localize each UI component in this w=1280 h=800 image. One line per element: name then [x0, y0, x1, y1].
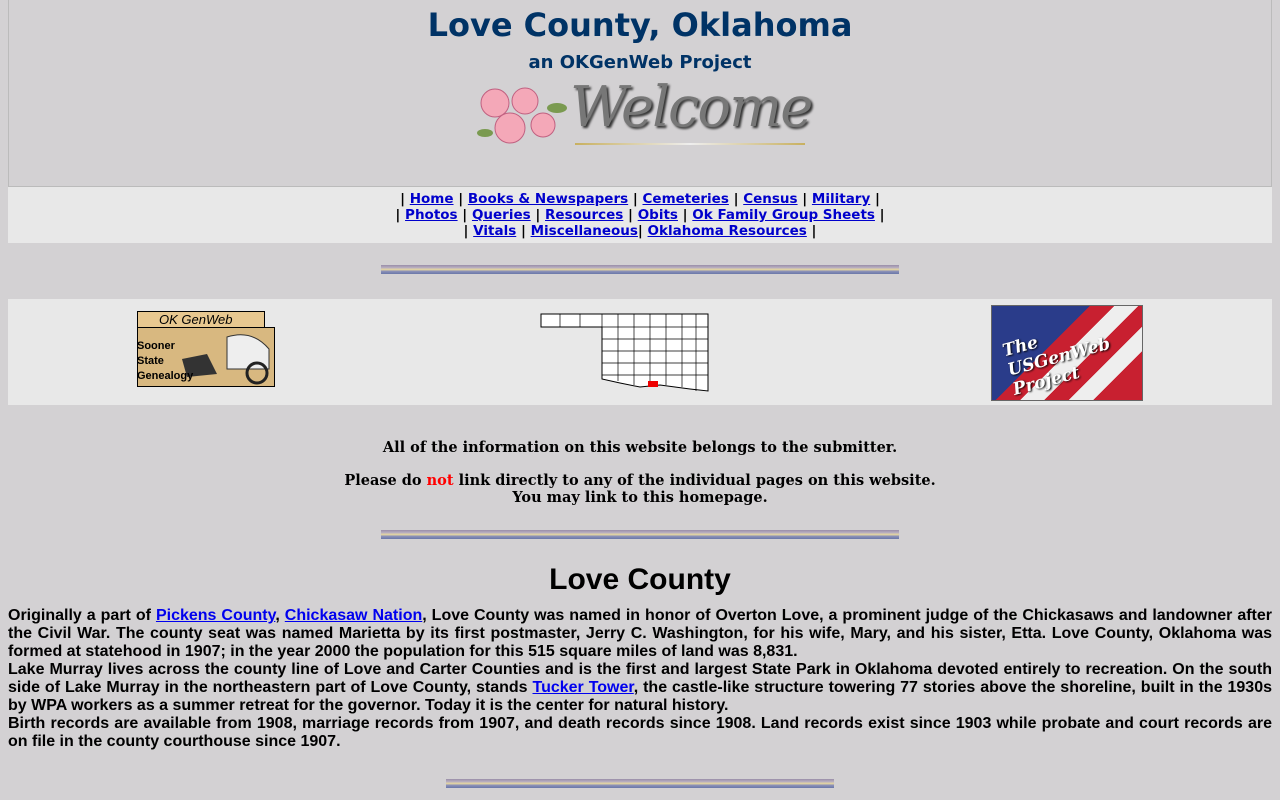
- section-heading: Love County: [549, 563, 731, 596]
- nav-photos[interactable]: Photos: [405, 207, 458, 223]
- nav-row: | Home | Books & Newspapers | Cemeteries | Census | Military |: [400, 191, 880, 207]
- history-paragraph: [8, 607, 1272, 661]
- notice-emphasis: not: [426, 472, 454, 489]
- nav-vitals[interactable]: Vitals: [473, 223, 517, 239]
- okgenweb-title: OK GenWeb: [159, 312, 233, 327]
- chickasaw-nation-link[interactable]: Chickasaw Nation: [284, 607, 423, 624]
- nav-family-group-sheets[interactable]: Ok Family Group Sheets: [692, 207, 875, 223]
- nav-military[interactable]: Military: [811, 191, 871, 207]
- divider: [446, 779, 834, 788]
- tucker-tower-link[interactable]: Tucker Tower: [532, 679, 634, 696]
- nav-obits[interactable]: Obits: [637, 207, 678, 223]
- text: Originally a part of: [8, 607, 156, 624]
- nav-miscellaneous[interactable]: Miscellaneous: [530, 223, 638, 239]
- text: , Love County was named in honor of Overton Love, a prominent judge of the Chickasaws and landowner after the Civil War. The county seat was named Marietta by its first postmaster, Jerry C. Washington, for his wife, Mary, and his sister, Etta. Love County, Oklahoma was formed at statehood in 1907; in the year 2000 the population for this 515 square miles of land was 8,831.: [8, 607, 1273, 660]
- pickens-county-link[interactable]: Pickens County: [155, 607, 276, 624]
- notice-line: [0, 472, 1280, 489]
- flowers-icon: [475, 83, 575, 153]
- page-title: Love County, Oklahoma: [427, 6, 853, 44]
- okgenweb-sub: [137, 339, 193, 384]
- nav-queries[interactable]: Queries: [471, 207, 531, 223]
- notice-line: You may link to this homepage.: [512, 489, 768, 506]
- nav-cemeteries[interactable]: Cemeteries: [642, 191, 729, 207]
- site-header: [8, 0, 1272, 187]
- text: , the castle-like structure towering 77 stories above the shoreline, built in the 1930s by WPA workers as a summer retreat for the governor. Today it is the center for natural history.: [8, 679, 1272, 714]
- nav-resources[interactable]: Resources: [545, 207, 624, 223]
- divider: [381, 530, 899, 539]
- nav-census[interactable]: Census: [743, 191, 798, 207]
- logo-bar: [8, 299, 1272, 405]
- welcome-banner-image: [475, 75, 812, 157]
- page-subtitle: an OKGenWeb Project: [528, 52, 752, 73]
- logo-text: Genealogy: [137, 370, 194, 382]
- copyright-notice: [0, 439, 1280, 506]
- oklahoma-county-map[interactable]: [540, 313, 710, 393]
- notice-text: link directly to any of the individual pages on this website.: [453, 472, 936, 489]
- main-nav: [8, 187, 1272, 243]
- nav-row: | Vitals | Miscellaneous| Oklahoma Resources |: [463, 223, 817, 239]
- nav-home[interactable]: Home: [409, 191, 454, 207]
- notice-line: All of the information on this website belongs to the submitter.: [382, 439, 898, 456]
- text: Lake Murray lives across the county line of Love and Carter Counties and is the first and largest State Park in Oklahoma devoted entirely to recreation. On the south side of Lake Murray in the northeastern part of Love County, stands: [8, 661, 1272, 696]
- usgenweb-logo[interactable]: [991, 305, 1143, 401]
- okgenweb-logo[interactable]: [129, 311, 275, 389]
- divider: [381, 265, 899, 274]
- nav-oklahoma-resources[interactable]: Oklahoma Resources: [647, 223, 807, 239]
- history-paragraph: Birth records are available from 1908, marriage records from 1907, and death records since 1908. Land records exist since 1903 while probate and court records are on file in the county courthouse since 1907.: [8, 715, 1272, 750]
- nav-row: | Photos | Queries | Resources | Obits | Ok Family Group Sheets |: [395, 207, 885, 223]
- logo-text: Sooner: [137, 340, 175, 352]
- logo-text: State: [137, 355, 164, 367]
- usgenweb-text: The USGenWeb Project: [1000, 332, 1113, 400]
- county-history: [8, 607, 1272, 751]
- nav-books-newspapers[interactable]: Books & Newspapers: [467, 191, 629, 207]
- history-paragraph: [8, 661, 1272, 715]
- notice-text: Please do: [344, 472, 427, 489]
- welcome-underline: [575, 143, 805, 145]
- text: ,: [275, 607, 285, 624]
- welcome-text: Welcome: [570, 75, 812, 140]
